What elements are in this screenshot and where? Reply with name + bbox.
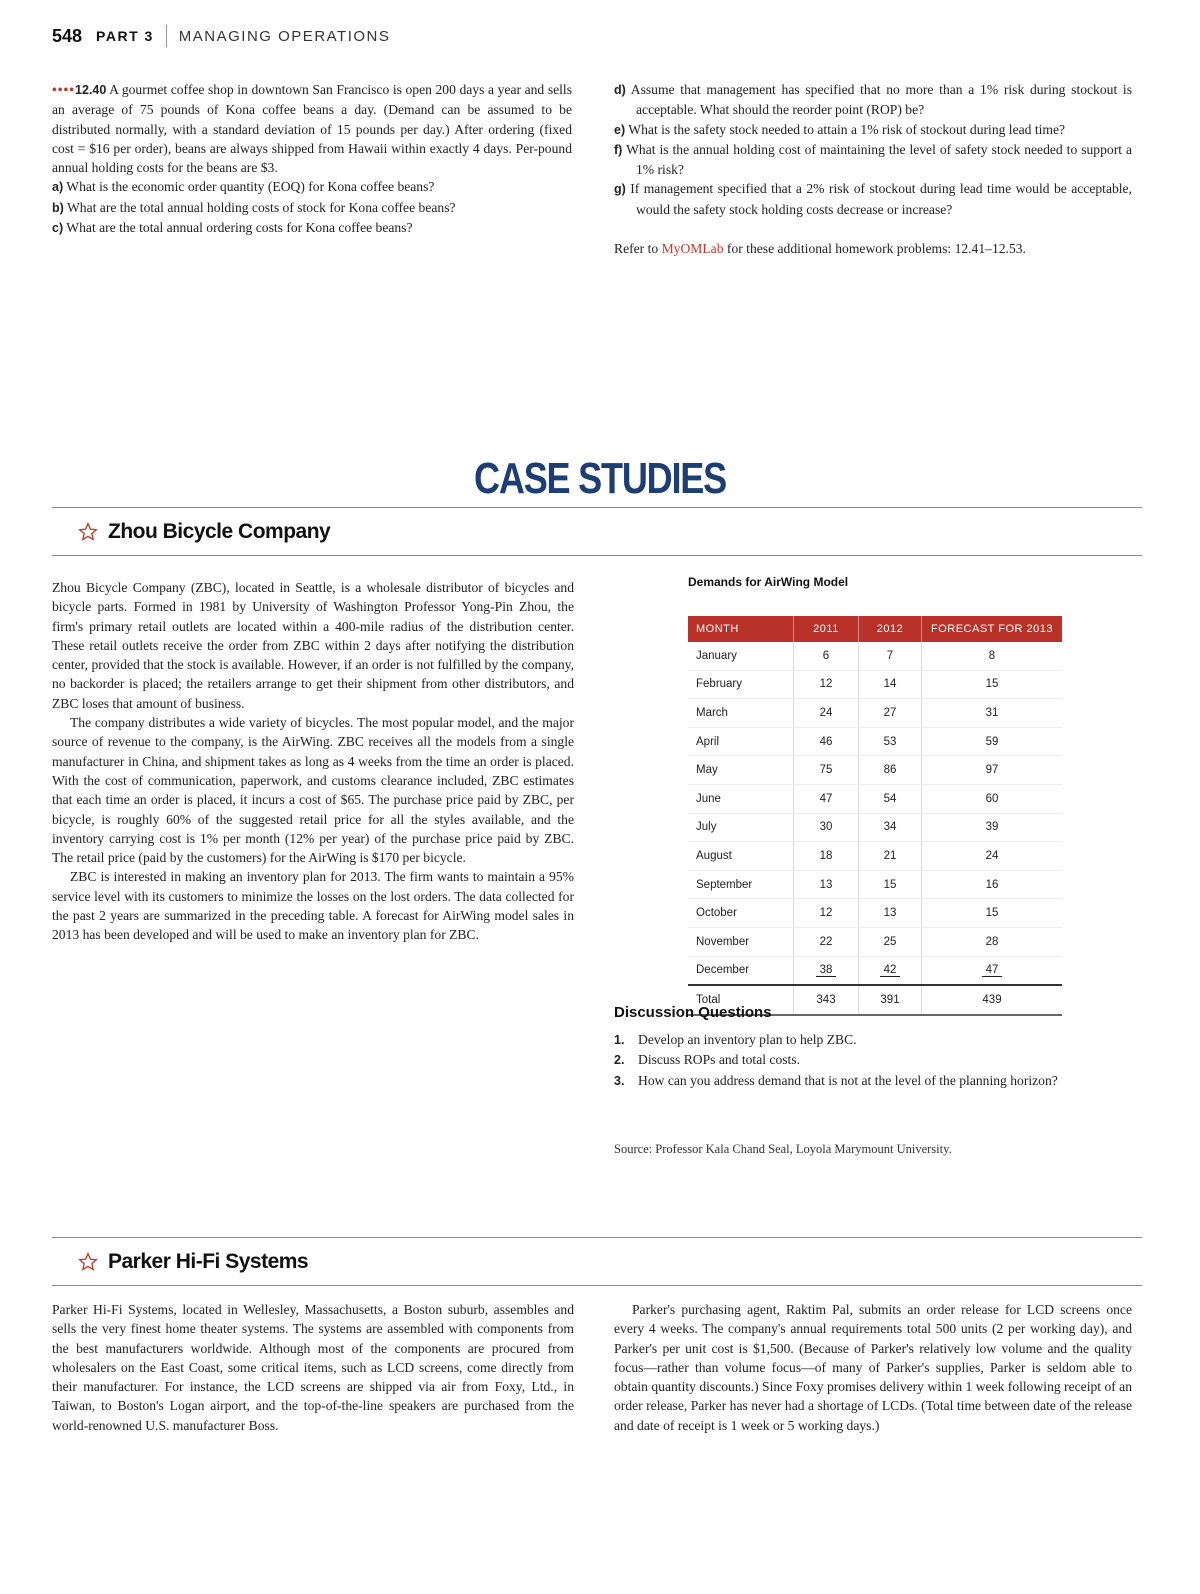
discussion-heading: Discussion Questions [614,1004,772,1021]
problem-intro [52,80,572,177]
table-cell: 14 [859,670,922,699]
table-cell: 47 [922,956,1063,985]
table-row [688,927,1062,956]
table-header-row [688,616,1062,642]
table-row [688,670,1062,699]
table-row [688,784,1062,813]
zhou-body [52,578,574,945]
table-cell: July [688,813,794,842]
table-row [688,642,1062,670]
case-studies-heading: CASE STUDIES [474,454,726,503]
star-icon [78,1252,98,1272]
problem-part-a: a) What is the economic order quantity (EOQ) for Kona coffee beans? [52,179,435,195]
problem-part-d: d) Assume that management has specified that no more than a 1% risk during stockout is acceptable. What should the reorder point (ROP) be? [614,82,1132,118]
parker-case-heading [78,1250,308,1274]
section-title: MANAGING OPERATIONS [178,27,391,45]
table-cell: November [688,927,794,956]
parker-right-column [614,1300,1132,1435]
table-cell: 75 [794,756,859,785]
zhou-paragraph: The company distributes a wide variety of bicycles. The most popular model, and the major source of revenue to the company, is the AirWing. ZBC receives all the models from a single manufacturer in China, and shipment takes as long as 4 weeks from the time an order is placed. With the cost of communication, paperwork, and customs clearance included, ZBC estimates that each time an order is placed, it incurs a cost of $65. The purchase price paid by ZBC, per bicycle, is roughly 60% of the suggested retail price for all the styles available, and the inventory carrying cost is 1% per month (12% per year) of the purchase price paid by ZBC. The retail price (paid by the customers) for the AirWing is $170 per bicycle. [52,715,574,866]
table-cell: October [688,899,794,928]
divider [52,1237,1142,1238]
table-cell: 21 [859,842,922,871]
table-row [688,756,1062,785]
table-cell: 13 [859,899,922,928]
table-row [688,842,1062,871]
table-cell: 59 [922,727,1063,756]
table-row [688,813,1062,842]
parker-paragraph: Parker's purchasing agent, Raktim Pal, submits an order release for LCD screens once every 4 weeks. The company's annual requirements total 500 units (2 per working day), and Parker's per unit cost is $1,500. (Because of Parker's relatively low volume and the quality focus—rather than volume focus—of many of Parker's supplies, Parker is seldom able to obtain quantity discounts.) Since Foxy promises delivery within 1 week following receipt of an order release, Parker has never had a shortage of LCDs. (Total time between date of the release and date of receipt is 1 week or 5 working days.) [614,1302,1132,1433]
zhou-paragraph: Zhou Bicycle Company (ZBC), located in Seattle, is a wholesale distributor of bicycles and bicycle parts. Formed in 1981 by University of Washington Professor Yong-Pin Zhou, the firm's primary retail outlets are located within a 400-mile radius of the distribution center. These retail outlets receive the order from ZBC within 2 days after notifying the distribution center, provided that the stock is available. However, if an order is not fulfilled by the company, no backorder is placed; the retailers arrange to get their shipment from other distributors, and ZBC loses that amount of business. [52,580,574,711]
header-divider [166,25,167,47]
zhou-title: Zhou Bicycle Company [108,520,331,543]
table-cell: 439 [922,985,1063,1015]
refer-note: Refer to MyOMLab for these additional homework problems: 12.41–12.53. [614,241,1026,257]
difficulty-dots: •••• [52,82,76,97]
table-row [688,727,1062,756]
problem-part-f: f) What is the annual holding cost of maintaining the level of safety stock needed to support a 1% risk? [614,141,1133,178]
divider [52,555,1142,556]
table-cell: 24 [922,842,1063,871]
table-cell: September [688,870,794,899]
table-cell: 343 [794,985,859,1015]
parker-left-column [52,1300,574,1435]
table-cell: 24 [794,699,859,728]
divider [52,507,1142,508]
table-cell: 16 [922,870,1063,899]
table-cell: 42 [859,956,922,985]
table-cell: 15 [922,899,1063,928]
table-row [688,956,1062,985]
list-item: 3. How can you address demand that is not at the level of the planning horizon? [614,1072,1058,1088]
table-cell: 25 [859,927,922,956]
table-cell: April [688,727,794,756]
table-cell: February [688,670,794,699]
zhou-case-heading [78,520,330,544]
problem-part-c: c) What are the total annual ordering costs for Kona coffee beans? [52,220,413,236]
problem-left-column [52,80,572,238]
table-cell: 7 [859,642,922,670]
problem-part-b: b) What are the total annual holding costs of stock for Kona coffee beans? [52,199,456,215]
mylab-link[interactable]: MyOMLab [661,241,724,257]
table-cell: 391 [859,985,922,1015]
discussion-list [614,1030,1134,1091]
table-cell: May [688,756,794,785]
table-cell: 46 [794,727,859,756]
table-cell: March [688,699,794,728]
table-cell: August [688,842,794,871]
problem-part-g: g) If management specified that a 2% risk of stockout during lead time would be acceptable, would the safety stock holding costs decrease or increase? [614,181,1132,217]
table-row [688,699,1062,728]
part-label: PART 3 [96,28,154,44]
zhou-paragraph: ZBC is interested in making an inventory plan for 2013. The firm wants to maintain a 95% service level with its customers to minimize the losses on the lost orders. The data collected for the past 2 years are summarized in the preceding table. A forecast for AirWing model sales in 2013 has been developed and will be used to make an inventory plan for ZBC. [52,869,574,943]
table-cell: 13 [794,870,859,899]
problem-number: 12.40 [75,83,107,97]
table-cell: 22 [794,927,859,956]
column-header: 2011 [794,616,859,642]
problem-part-e: e) What is the safety stock needed to attain a 1% risk of stockout during lead time? [614,121,1066,137]
table-cell: 38 [794,956,859,985]
divider [52,1285,1142,1286]
table-row [688,870,1062,899]
table-cell: 53 [859,727,922,756]
table-cell: 86 [859,756,922,785]
parker-paragraph: Parker Hi-Fi Systems, located in Wellesley, Massachusetts, a Boston suburb, assembles and sells the very finest home theater systems. The systems are assembled with components from the best manufacturers worldwide. Although most of the components are procured from wholesalers on the East Coast, some critical items, such as LCD screens, come directly from their manufacturer. For instance, the LCD screens are shipped via air from Foxy, Ltd., in Taiwan, to Boston's Logan airport, and the top-of-the-line speakers are purchased from the world-renowned U.S. manufacturer Boss. [52,1302,574,1433]
demand-table [688,616,1062,1016]
table-cell: 18 [794,842,859,871]
table-cell: 60 [922,784,1063,813]
table-cell: June [688,784,794,813]
table-cell: 27 [859,699,922,728]
page-number: 548 [52,25,83,46]
problem-right-column [614,80,1132,258]
problem-intro-text: A gourmet coffee shop in downtown San Francisco is open 200 days a year and sells an average of 75 pounds of Kona coffee beans a day. (Demand can be assumed to be distributed normally, with a standard deviation of 15 pounds per day.) After ordering (fixed cost = $16 per order), beans are always shipped from Hawaii within exactly 4 days. Per-pound annual holding costs for the beans are $3. [52,82,572,176]
table-cell: 6 [794,642,859,670]
running-header [52,24,1142,48]
column-header: FORECAST FOR 2013 [922,616,1063,642]
list-item: 2. Discuss ROPs and total costs. [614,1052,800,1068]
table-cell: 47 [794,784,859,813]
table-row [688,899,1062,928]
table-cell: 31 [922,699,1063,728]
table-cell: 39 [922,813,1063,842]
table-cell: 97 [922,756,1063,785]
table-cell: December [688,956,794,985]
table-cell: January [688,642,794,670]
column-header: MONTH [688,616,794,642]
table-cell: 15 [922,670,1063,699]
table-cell: 8 [922,642,1063,670]
star-icon [78,522,98,542]
list-item: 1. Develop an inventory plan to help ZBC. [614,1032,857,1047]
table-cell: 12 [794,899,859,928]
table-cell: 34 [859,813,922,842]
table-caption: Demands for AirWing Model [688,575,849,589]
table-cell: 12 [794,670,859,699]
source-note: Source: Professor Kala Chand Seal, Loyola Marymount University. [614,1142,952,1156]
table-cell: 30 [794,813,859,842]
table-cell: Total [688,985,794,1015]
table-cell: 54 [859,784,922,813]
column-header: 2012 [859,616,922,642]
table-cell: 15 [859,870,922,899]
table-cell: 28 [922,927,1063,956]
parker-title: Parker Hi-Fi Systems [108,1250,309,1273]
